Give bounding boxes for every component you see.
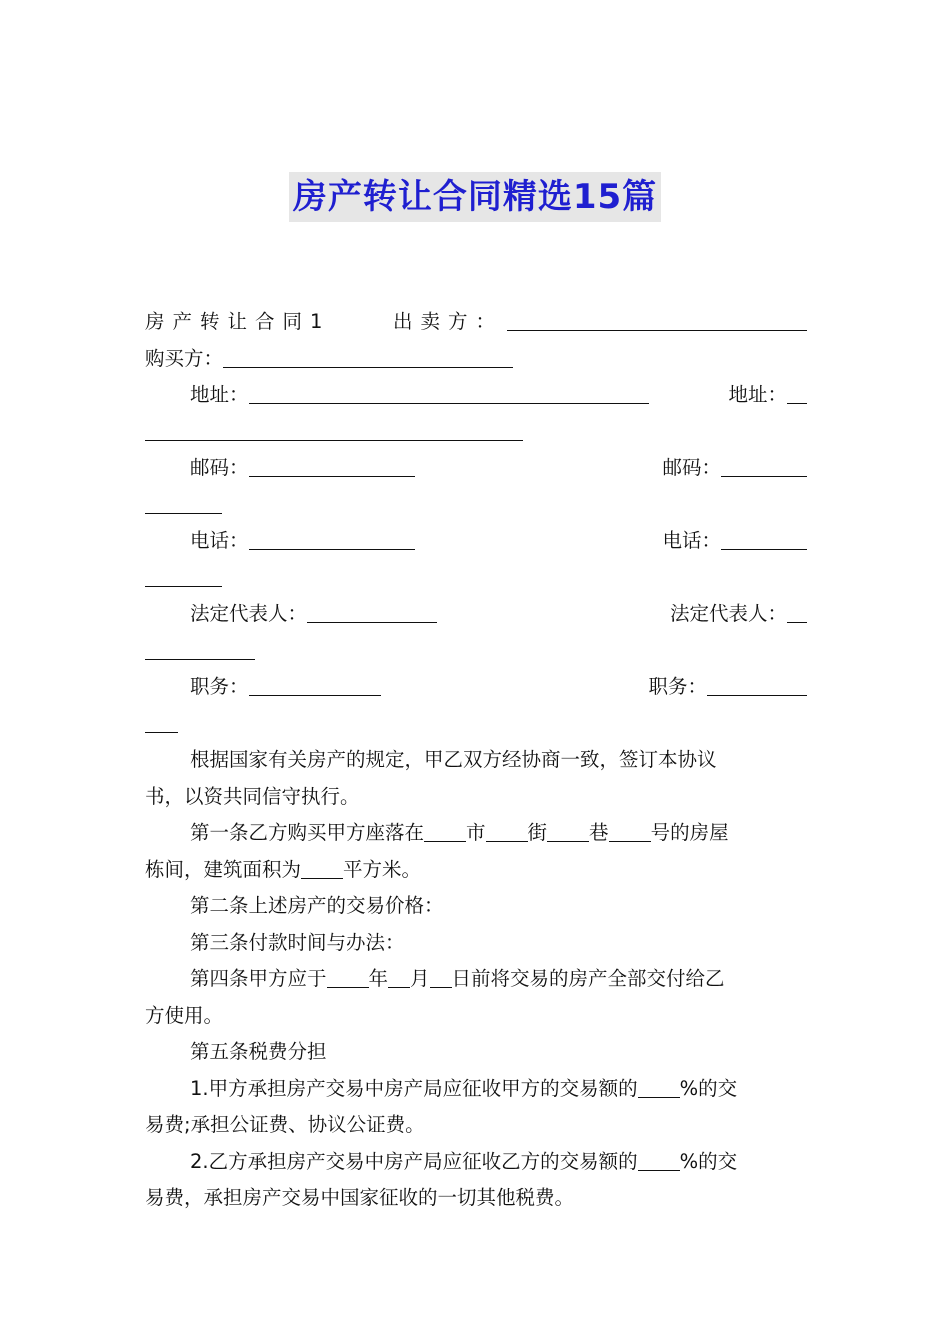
article-4-month-blank bbox=[388, 961, 410, 988]
article-1-area-blank bbox=[301, 852, 343, 879]
seller-postcode-label: 邮码： bbox=[190, 456, 249, 479]
intro-line-1 bbox=[145, 742, 807, 779]
article-2-text: 第二条上述房产的交易价格： bbox=[190, 894, 444, 917]
contract-body bbox=[145, 304, 807, 1217]
item-1-text-b: %的交 bbox=[679, 1076, 738, 1100]
item-1-percent-blank bbox=[638, 1071, 680, 1098]
article-5-line bbox=[145, 1034, 807, 1071]
article-1-line-1 bbox=[145, 815, 807, 852]
buyer-line bbox=[145, 341, 807, 378]
seller-blank bbox=[507, 304, 807, 331]
article-4-text-b: 日前将交易的房产全部交付给乙 bbox=[451, 967, 725, 990]
article-4-line-2 bbox=[145, 998, 807, 1035]
item-1-line-2-text: 易费;承担公证费、协议公证费。 bbox=[145, 1113, 425, 1136]
position-continuation bbox=[145, 706, 807, 743]
buyer-phone-label: 电话： bbox=[662, 529, 721, 552]
seller-position-blank bbox=[249, 669, 381, 696]
item-1-line-1 bbox=[145, 1071, 807, 1108]
heading-line bbox=[145, 304, 807, 341]
seller-postcode-blank bbox=[249, 450, 415, 477]
item-2-line-1 bbox=[145, 1144, 807, 1181]
buyer-address-group bbox=[728, 377, 807, 414]
buyer-legal-rep-label: 法定代表人： bbox=[669, 602, 787, 625]
article-1-city: 市 bbox=[466, 821, 486, 844]
article-1-street: 街 bbox=[527, 821, 548, 844]
buyer-phone-group bbox=[662, 523, 807, 560]
article-4-text-a: 第四条甲方应于 bbox=[190, 967, 327, 990]
article-2-line bbox=[145, 888, 807, 925]
article-1-blank-4 bbox=[609, 815, 651, 842]
buyer-phone-blank-cont bbox=[145, 560, 222, 587]
seller-address-blank bbox=[249, 377, 649, 404]
item-2-line-2-text: 易费，承担房产交易中国家征收的一切其他税费。 bbox=[145, 1186, 575, 1209]
article-4-year-blank bbox=[327, 961, 369, 988]
buyer-phone-blank bbox=[721, 523, 807, 550]
buyer-label: 购买方： bbox=[145, 346, 224, 370]
article-1-lane: 巷 bbox=[589, 821, 609, 844]
buyer-blank bbox=[223, 341, 513, 368]
item-2-text-a: 2.乙方承担房产交易中房产局应征收乙方的交易额的 bbox=[190, 1149, 638, 1173]
seller-address-label: 地址： bbox=[190, 383, 249, 406]
buyer-legal-rep-blank bbox=[787, 596, 807, 623]
seller-position-label: 职务： bbox=[190, 675, 249, 698]
document-title: 房产转让合同精选15篇 bbox=[289, 172, 661, 222]
article-4-year: 年 bbox=[368, 967, 389, 990]
title-wrapper bbox=[0, 172, 950, 222]
legal-rep-line bbox=[145, 596, 807, 633]
article-1-text-a: 第一条乙方购买甲方座落在 bbox=[190, 821, 425, 844]
buyer-address-blank bbox=[787, 377, 807, 404]
buyer-legal-rep-blank-cont bbox=[145, 633, 255, 660]
intro-line-2 bbox=[145, 779, 807, 816]
item-2-percent-blank bbox=[638, 1144, 680, 1171]
buyer-legal-rep-group bbox=[670, 596, 807, 633]
article-1-line-2-text-b: 平方米。 bbox=[343, 857, 422, 881]
buyer-position-group bbox=[648, 669, 807, 706]
article-1-blank-3 bbox=[547, 815, 589, 842]
buyer-position-blank bbox=[707, 669, 807, 696]
buyer-position-label: 职务： bbox=[648, 675, 707, 698]
intro-text-1: 根据国家有关房产的规定，甲乙双方经协商一致，签订本协议 bbox=[190, 748, 717, 771]
article-1-line-2-text-a: 栋间，建筑面积为 bbox=[145, 857, 302, 881]
postcode-continuation bbox=[145, 487, 807, 524]
legal-rep-continuation bbox=[145, 633, 807, 670]
seller-label: 出卖方： bbox=[393, 310, 504, 333]
contract-heading: 房产转让合同1 bbox=[145, 310, 331, 333]
buyer-postcode-label: 邮码： bbox=[662, 456, 721, 479]
article-3-line bbox=[145, 925, 807, 962]
address-continuation bbox=[145, 414, 807, 451]
article-1-blank-1 bbox=[424, 815, 466, 842]
buyer-postcode-group bbox=[662, 450, 807, 487]
article-3-text: 第三条付款时间与办法： bbox=[190, 930, 405, 954]
item-2-text-b: %的交 bbox=[679, 1149, 738, 1173]
position-line bbox=[145, 669, 807, 706]
address-line bbox=[145, 377, 807, 414]
postcode-line bbox=[145, 450, 807, 487]
item-1-text-a: 1.甲方承担房产交易中房产局应征收甲方的交易额的 bbox=[190, 1076, 638, 1100]
seller-legal-rep-blank bbox=[307, 596, 437, 623]
article-4-day-blank bbox=[430, 961, 452, 988]
article-5-text: 第五条税费分担 bbox=[190, 1040, 327, 1063]
article-1-text-b: 号的房屋 bbox=[650, 821, 729, 844]
seller-legal-rep-label: 法定代表人： bbox=[190, 602, 308, 625]
item-2-line-2 bbox=[145, 1180, 807, 1217]
seller-phone-blank bbox=[249, 523, 415, 550]
article-4-line-1 bbox=[145, 961, 807, 998]
buyer-address-blank-cont bbox=[145, 414, 523, 441]
article-1-line-2 bbox=[145, 852, 807, 889]
buyer-address-label: 地址： bbox=[728, 383, 787, 406]
buyer-position-blank-cont bbox=[145, 706, 178, 733]
item-1-line-2 bbox=[145, 1107, 807, 1144]
article-4-month: 月 bbox=[410, 967, 430, 990]
phone-continuation bbox=[145, 560, 807, 597]
phone-line bbox=[145, 523, 807, 560]
article-1-blank-2 bbox=[486, 815, 528, 842]
article-4-line-2-text: 方使用。 bbox=[145, 1003, 224, 1027]
buyer-postcode-blank bbox=[721, 450, 807, 477]
seller-phone-label: 电话： bbox=[190, 529, 249, 552]
buyer-postcode-blank-cont bbox=[145, 487, 222, 514]
intro-text-2: 书，以资共同信守执行。 bbox=[145, 784, 360, 808]
